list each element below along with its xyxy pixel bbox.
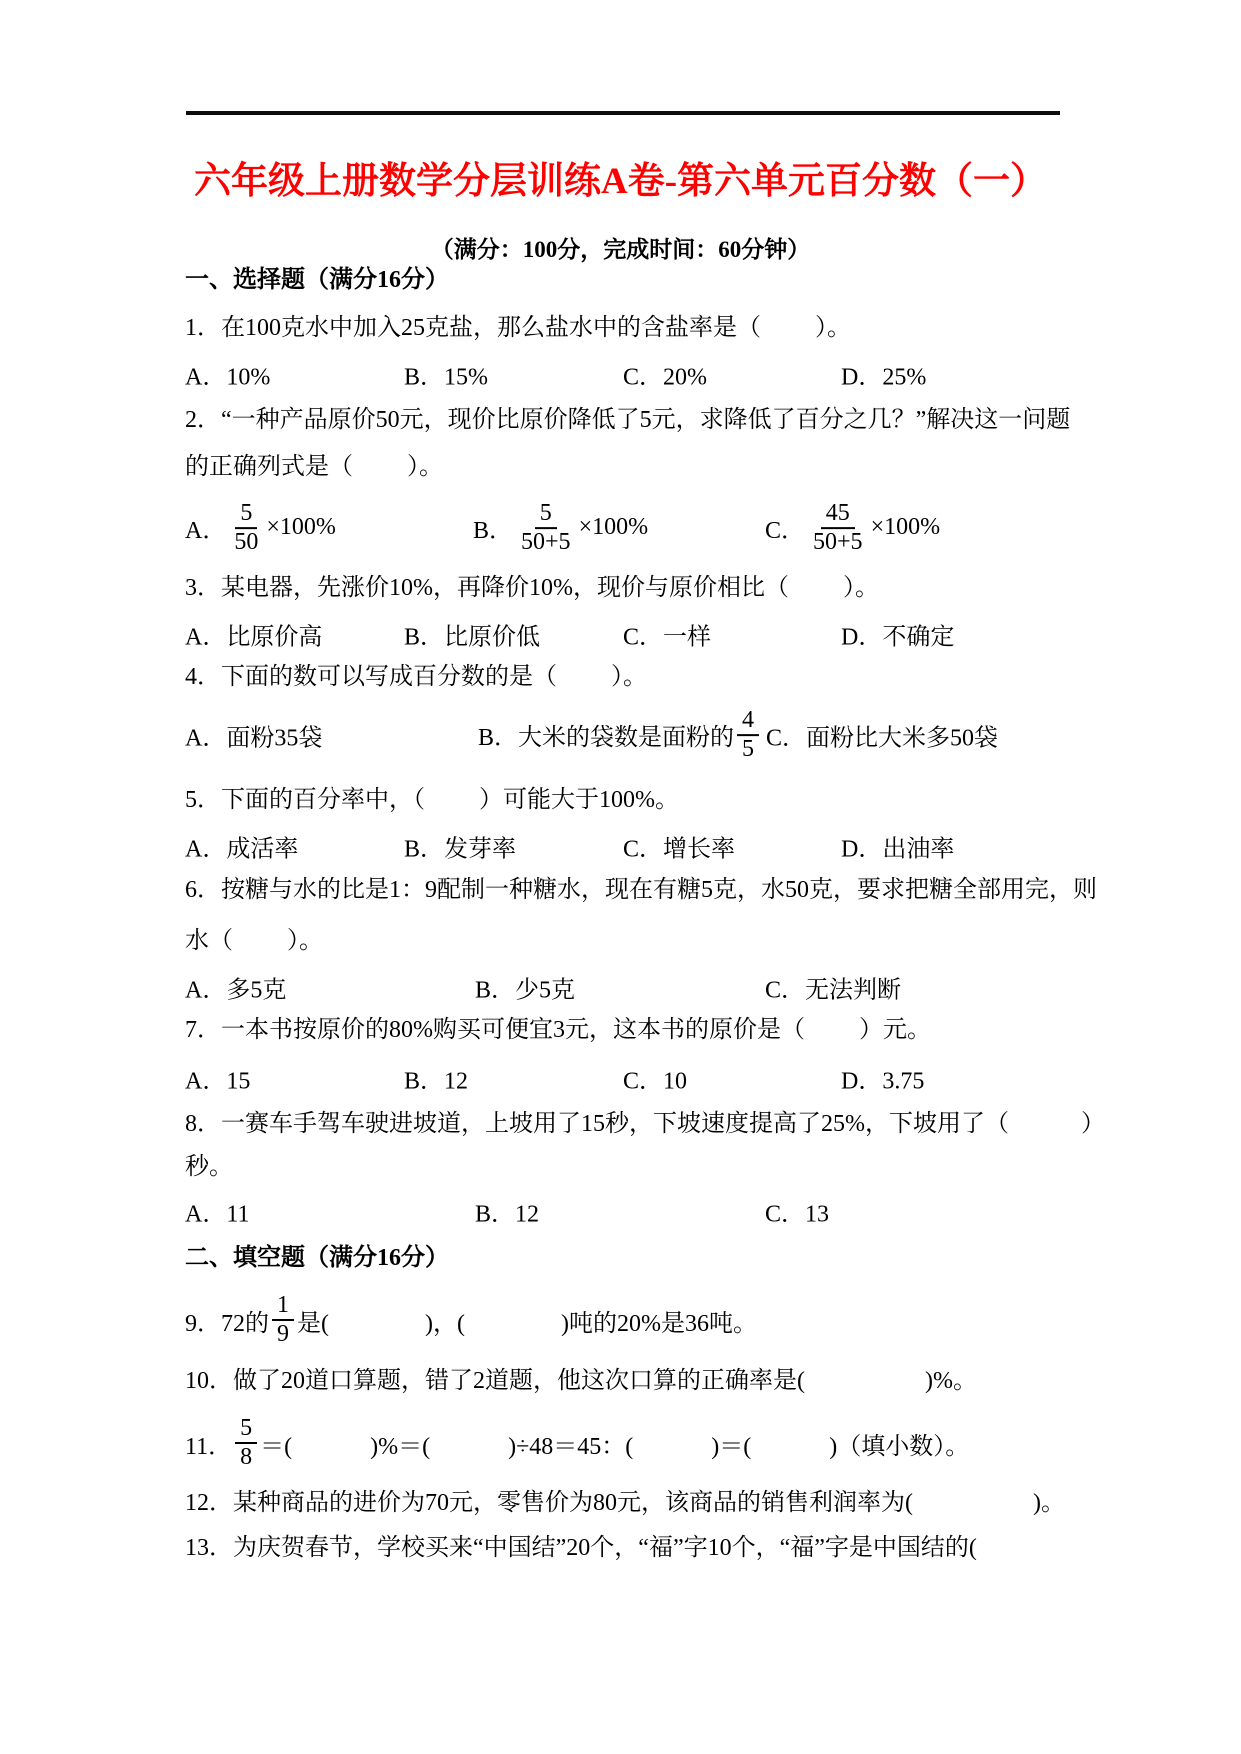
question-5-option-c: C．增长率 bbox=[623, 836, 736, 863]
exam-subtitle: （满分：100分，完成时间：60分钟） bbox=[430, 237, 811, 262]
question-11-text bbox=[185, 1411, 969, 1475]
question-6-option-b: B．少5克 bbox=[475, 977, 576, 1004]
option-suffix: ×100% bbox=[266, 514, 336, 541]
question-6-text-line1: 6．按糖与水的比是1：9配制一种糖水，现在有糖5克，水50克，要求把糖全部用完，则 bbox=[185, 877, 1097, 903]
fraction bbox=[737, 707, 759, 763]
fraction-denominator: 8 bbox=[240, 1444, 253, 1470]
question-8-text-line1: 8．一赛车手驾车驶进坡道，上坡用了15秒，下坡速度提高了25%，下坡用了（ ） bbox=[185, 1111, 1105, 1137]
option-label: C． bbox=[765, 518, 806, 545]
question-3-options bbox=[0, 617, 1241, 651]
fraction-denominator: 50+5 bbox=[813, 529, 863, 555]
fraction-numerator: 4 bbox=[737, 707, 759, 736]
question-5-options bbox=[0, 829, 1241, 863]
question-5-text: 5．下面的百分率中，（ ）可能大于100%。 bbox=[185, 787, 679, 813]
option-label: B． bbox=[473, 518, 514, 545]
question-1-option-c: C．20% bbox=[623, 364, 707, 391]
question-3-option-d: D．不确定 bbox=[841, 624, 955, 651]
question-11-post: ＝( )%＝( )÷48＝45：( )＝( )（填小数）。 bbox=[260, 1433, 970, 1460]
section-2-heading: 二、填空题（满分16分） bbox=[185, 1245, 449, 1271]
question-8-options bbox=[0, 1194, 1241, 1228]
question-3-option-c: C．一样 bbox=[623, 624, 712, 651]
question-8-option-c: C．13 bbox=[765, 1201, 830, 1228]
fraction-denominator: 9 bbox=[277, 1321, 289, 1347]
question-5-option-a: A．成活率 bbox=[185, 836, 299, 863]
question-2-option-b bbox=[473, 500, 648, 556]
question-2-option-c bbox=[765, 500, 940, 556]
option-suffix: ×100% bbox=[578, 514, 649, 541]
question-4-option-c: C．面粉比大米多50袋 bbox=[766, 725, 999, 752]
fraction bbox=[229, 500, 263, 556]
fraction bbox=[272, 1292, 294, 1348]
question-2-text-line1: 2．“一种产品原价50元，现价比原价降低了5元，求降低了百分之几？”解决这一问题 bbox=[185, 407, 1071, 433]
question-8-text-line2: 秒。 bbox=[185, 1154, 233, 1180]
question-7-option-d: D．3.75 bbox=[841, 1068, 925, 1095]
fraction-denominator: 5 bbox=[742, 736, 755, 762]
question-3-option-b: B．比原价低 bbox=[404, 624, 541, 651]
fraction bbox=[516, 500, 576, 556]
page-title: 六年级上册数学分层训练A卷-第六单元百分数（一） bbox=[193, 161, 1048, 202]
fraction bbox=[235, 1415, 257, 1471]
header-rule bbox=[186, 111, 1060, 115]
question-1-option-a: A．10% bbox=[185, 364, 271, 391]
question-13-text: 13．为庆贺春节，学校买来“中国结”20个，“福”字10个，“福”字是中国结的( bbox=[185, 1535, 977, 1561]
option-text: B．大米的袋数是面粉的 bbox=[478, 725, 735, 752]
question-9-pre: 9．72的 bbox=[185, 1310, 269, 1337]
question-6-options bbox=[0, 970, 1241, 1004]
option-suffix: ×100% bbox=[870, 514, 941, 541]
question-11-pre: 11． bbox=[185, 1433, 233, 1460]
question-3-option-a: A．比原价高 bbox=[185, 624, 323, 651]
question-7-option-a: A．15 bbox=[185, 1068, 251, 1095]
fraction-numerator: 5 bbox=[235, 500, 257, 529]
fraction-numerator: 45 bbox=[821, 500, 855, 529]
question-7-option-c: C．10 bbox=[623, 1068, 688, 1095]
question-4-text: 4．下面的数可以写成百分数的是（ ）。 bbox=[185, 664, 647, 690]
question-1-text: 1．在100克水中加入25克盐，那么盐水中的含盐率是（ ）。 bbox=[185, 315, 851, 341]
question-8-option-b: B．12 bbox=[475, 1201, 540, 1228]
fraction bbox=[808, 500, 868, 556]
question-1-option-b: B．15% bbox=[404, 364, 488, 391]
question-5-option-d: D．出油率 bbox=[841, 836, 955, 863]
question-6-text-line2: 水（ ）。 bbox=[185, 928, 323, 954]
option-label: A． bbox=[185, 518, 227, 545]
section-1-heading: 一、选择题（满分16分） bbox=[185, 267, 449, 293]
fraction-denominator: 50 bbox=[234, 529, 259, 555]
question-4-options bbox=[0, 703, 1241, 767]
question-3-text: 3．某电器，先涨价10%，再降价10%，现价与原价相比（ ）。 bbox=[185, 575, 879, 601]
fraction-numerator: 5 bbox=[535, 500, 557, 529]
fraction-denominator: 50+5 bbox=[521, 529, 571, 555]
question-9-text bbox=[185, 1288, 757, 1352]
question-6-option-a: A．多5克 bbox=[185, 977, 287, 1004]
fraction-numerator: 5 bbox=[235, 1415, 257, 1444]
question-9-post: 是( )，( )吨的20%是36吨。 bbox=[297, 1310, 757, 1337]
question-2-text-line2: 的正确列式是（ ）。 bbox=[185, 454, 443, 480]
question-12-text: 12．某种商品的进价为70元，零售价为80元，该商品的销售利润率为( )。 bbox=[185, 1490, 1065, 1516]
question-8-option-a: A．11 bbox=[185, 1201, 250, 1228]
question-10-text: 10．做了20道口算题，错了2道题，他这次口算的正确率是( )%。 bbox=[185, 1368, 977, 1394]
question-4-option-b bbox=[478, 707, 762, 763]
question-7-text: 7．一本书按原价的80%购买可便宜3元，这本书的原价是（ ）元。 bbox=[185, 1017, 931, 1043]
question-5-option-b: B．发芽率 bbox=[404, 836, 517, 863]
question-1-option-d: D．25% bbox=[841, 364, 927, 391]
question-7-option-b: B．12 bbox=[404, 1068, 469, 1095]
question-2-option-a bbox=[185, 500, 336, 556]
question-1-options bbox=[0, 357, 1241, 391]
question-4-option-a: A．面粉35袋 bbox=[185, 725, 323, 752]
question-2-options bbox=[0, 496, 1241, 560]
question-7-options bbox=[0, 1061, 1241, 1095]
question-6-option-c: C．无法判断 bbox=[765, 977, 902, 1004]
fraction-numerator: 1 bbox=[272, 1292, 294, 1321]
